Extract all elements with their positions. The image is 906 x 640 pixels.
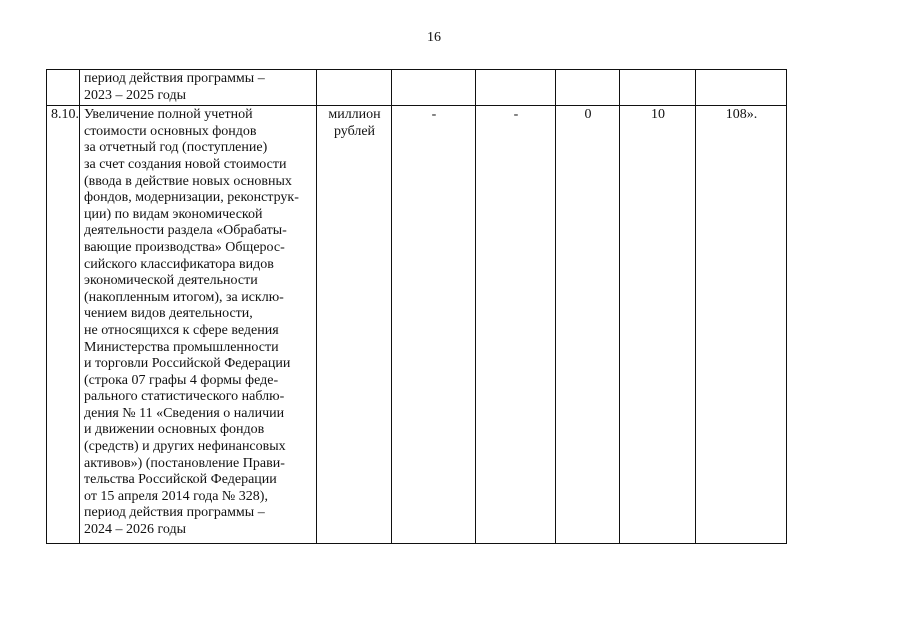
value-cell-4: 10 (620, 106, 696, 544)
unit-cell (317, 70, 392, 106)
row-number-cell (47, 70, 80, 106)
value-cell-2: - (476, 106, 556, 544)
row-number-cell: 8.10. (47, 106, 80, 544)
table-row (47, 106, 787, 544)
indicator-table (46, 69, 787, 544)
value-cell-5 (696, 70, 787, 106)
value-cell-3: 0 (556, 106, 620, 544)
indicator-description-cell: период действия программы – 2023 – 2025 годы (80, 70, 317, 106)
value-cell-4 (620, 70, 696, 106)
table-row (47, 70, 787, 106)
indicator-description-cell: Увеличение полной учетной стоимости основных фондов за отчетный год (поступление) за счет создания новой стоимости (ввода в действие новых основных фондов, модернизации, реконструк- ции) по видам экономической деятельности раздела «Обрабаты- вающие производства» Общерос- сийского классификатора видов экономической деятельности (накопленным итогом), за исклю- чением видов деятельности, не относящихся к сфере ведения Министерства промышленности и торговли Российской Федерации (строка 07 графы 4 формы феде- рального статистического наблю- дения № 11 «Сведения о наличии и движении основных фондов (средств) и других нефинансовых активов») (постановление Прави- тельства Российской Федерации от 15 апреля 2014 года № 328), период действия программы – 2024 – 2026 годы (80, 106, 317, 544)
value-cell-1: - (392, 106, 476, 544)
value-cell-5: 108». (696, 106, 787, 544)
value-cell-3 (556, 70, 620, 106)
unit-cell: миллион рублей (317, 106, 392, 544)
value-cell-2 (476, 70, 556, 106)
value-cell-1 (392, 70, 476, 106)
page-number: 16 (427, 30, 441, 45)
